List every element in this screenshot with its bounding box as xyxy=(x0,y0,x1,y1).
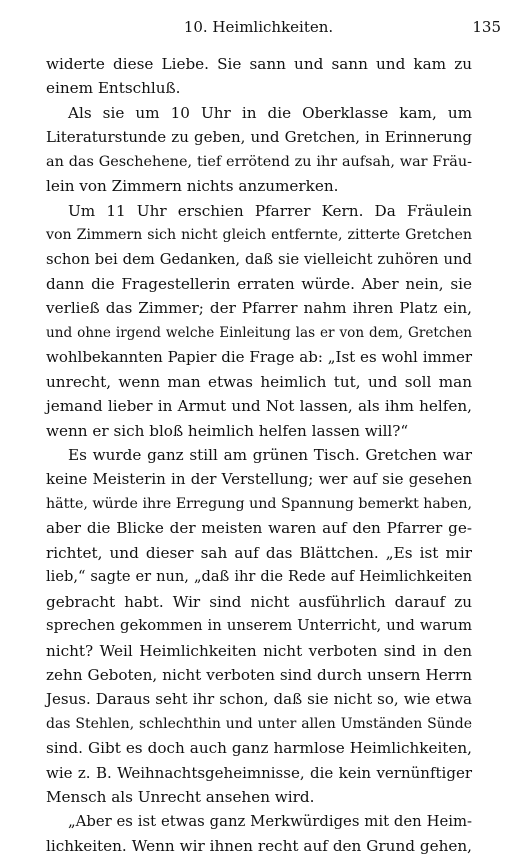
text-line: verließ das Zimmer; der Pfarrer nahm ihren Platz ein, xyxy=(46,299,472,318)
text-line: wohlbekannten Papier die Frage ab: „Ist es wohl immer xyxy=(46,348,472,367)
text-line: unrecht, wenn man etwas heimlich tut, und soll man xyxy=(46,372,472,391)
text-line: Als sie um 10 Uhr in die Oberklasse kam, um xyxy=(68,103,472,122)
text-line: zehn Geboten, nicht verboten sind durch unsern Herrn xyxy=(46,665,472,684)
text-line: lieb,“ sagte er nun, „daß ihr die Rede auf Heimlichkeiten xyxy=(46,568,472,586)
text-line: einem Entschluß. xyxy=(46,79,181,98)
text-line: nicht? Weil Heimlichkeiten nicht verboten sind in den xyxy=(46,641,472,660)
chapter-title: 10. Heimlichkeiten. xyxy=(183,18,334,36)
text-line: sind. Gibt es doch auch ganz harmlose Heimlichkeiten, xyxy=(46,739,472,758)
text-line: Es wurde ganz still am grünen Tisch. Gretchen war xyxy=(68,446,472,464)
text-line: sprechen gekommen in unserem Unterricht, und warum xyxy=(46,617,472,635)
text-line: von Zimmern sich nicht gleich entfernte, zitterte Gretchen xyxy=(46,227,472,244)
text-line: jemand lieber in Armut und Not lassen, als ihm helfen, xyxy=(46,397,472,416)
text-line: schon bei dem Gedanken, daß sie vielleicht zuhören und xyxy=(46,250,472,268)
text-line: Um 11 Uhr erschien Pfarrer Kern. Da Fräulein xyxy=(68,201,472,220)
text-line: „Aber es ist etwas ganz Merkwürdiges mit den Heim- xyxy=(68,812,472,830)
text-line: keine Meisterin in der Verstellung; wer auf sie gesehen xyxy=(46,470,472,489)
text-line: wenn er sich bloß heimlich helfen lassen will?“ xyxy=(46,421,409,440)
text-line: lein von Zimmern nichts anzumerken. xyxy=(46,177,339,196)
page-number: 135 xyxy=(472,18,501,36)
text-line: wie z. B. Weihnachtsgeheimnisse, die kein vernünftiger xyxy=(46,763,472,782)
body-text xyxy=(46,52,472,858)
text-line: widerte diese Liebe. Sie sann und sann und kam zu xyxy=(46,55,472,73)
text-line: aber die Blicke der meisten waren auf den Pfarrer ge- xyxy=(46,519,472,538)
text-line: richtet, und dieser sah auf das Blättchen. „Es ist mir xyxy=(46,543,472,562)
text-line: Mensch als Unrecht ansehen wird. xyxy=(46,788,315,807)
text-line: dann die Fragestellerin erraten würde. Aber nein, sie xyxy=(46,274,472,293)
text-line: lichkeiten. Wenn wir ihnen recht auf den Grund gehen, xyxy=(46,837,472,855)
text-line: Jesus. Daraus seht ihr schon, daß sie nicht so, wie etwa xyxy=(46,690,472,709)
text-line: das Stehlen, schlechthin und unter allen Umständen Sünde xyxy=(46,715,472,732)
text-line: an das Geschehene, tief errötend zu ihr aufsah, war Fräu- xyxy=(46,153,472,170)
text-line: und ohne irgend welche Einleitung las er von dem, Gretchen xyxy=(46,324,472,341)
text-line: gebracht habt. Wir sind nicht ausführlich darauf zu xyxy=(46,592,472,611)
text-line: hätte, würde ihre Erregung und Spannung bemerkt haben, xyxy=(46,495,472,512)
running-head xyxy=(0,17,517,39)
text-line: Literaturstunde zu geben, und Gretchen, in Erinnerung xyxy=(46,128,472,147)
